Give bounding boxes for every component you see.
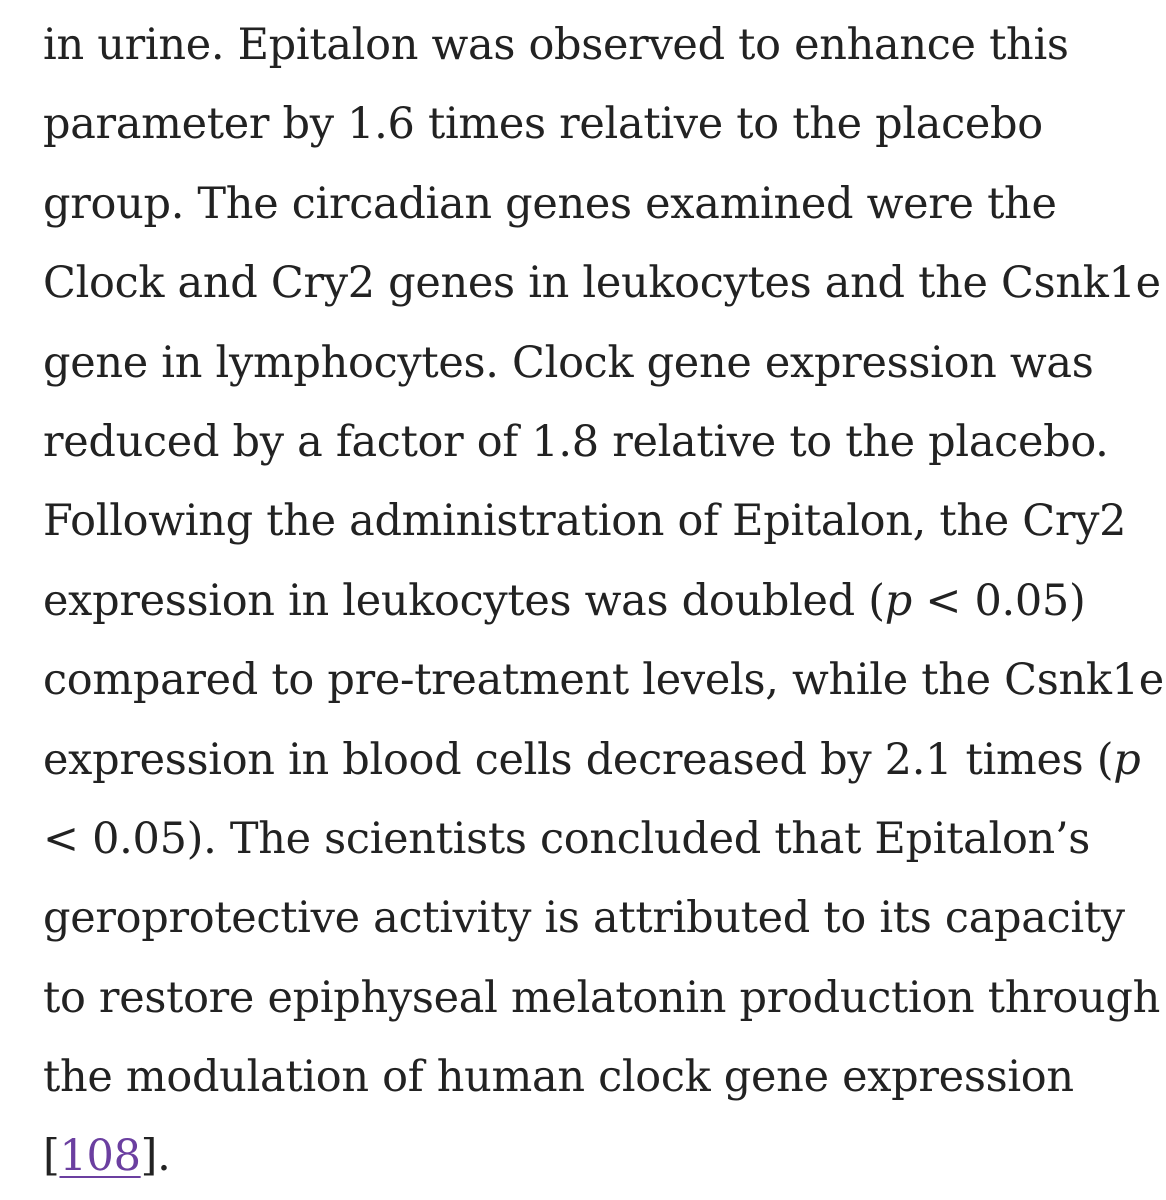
text-line: in urine. Epitalon was observed to enhance this — [43, 20, 1069, 70]
text-segment: < 0.05) — [911, 575, 1086, 626]
text-line: to restore epiphyseal melatonin production through — [43, 972, 1161, 1023]
text-line — [43, 562, 1153, 641]
citation-open-bracket: [ — [43, 1131, 60, 1182]
text-line: geroprotective activity is attributed to its capacity — [43, 893, 1125, 944]
text-line — [43, 721, 1153, 800]
text-line: compared to pre-treatment levels, while the Csnk1e — [43, 655, 1164, 706]
p-value-symbol: p — [884, 575, 912, 626]
citation-line — [43, 1117, 1153, 1196]
text-line: gene in lymphocytes. Clock gene expression was — [43, 337, 1094, 388]
text-line: < 0.05). The scientists concluded that Epitalon’s — [43, 813, 1091, 864]
article-paragraph — [43, 6, 1164, 1197]
citation-close: ]. — [140, 1131, 171, 1182]
text-line: reduced by a factor of 1.8 relative to the placebo. — [43, 416, 1109, 467]
text-segment: expression in blood cells decreased by 2.1 times ( — [43, 734, 1114, 785]
text-line: group. The circadian genes examined were the — [43, 178, 1057, 229]
text-line: the modulation of human clock gene expression — [43, 1052, 1074, 1103]
p-value-symbol: p — [1113, 734, 1141, 785]
text-segment: expression in leukocytes was doubled ( — [43, 575, 885, 626]
reference-link[interactable]: 108 — [59, 1131, 141, 1182]
text-line: parameter by 1.6 times relative to the placebo — [43, 99, 1043, 150]
text-line: Clock and Cry2 genes in leukocytes and the Csnk1e — [43, 258, 1161, 309]
text-line: Following the administration of Epitalon, the Cry2 — [43, 496, 1127, 547]
